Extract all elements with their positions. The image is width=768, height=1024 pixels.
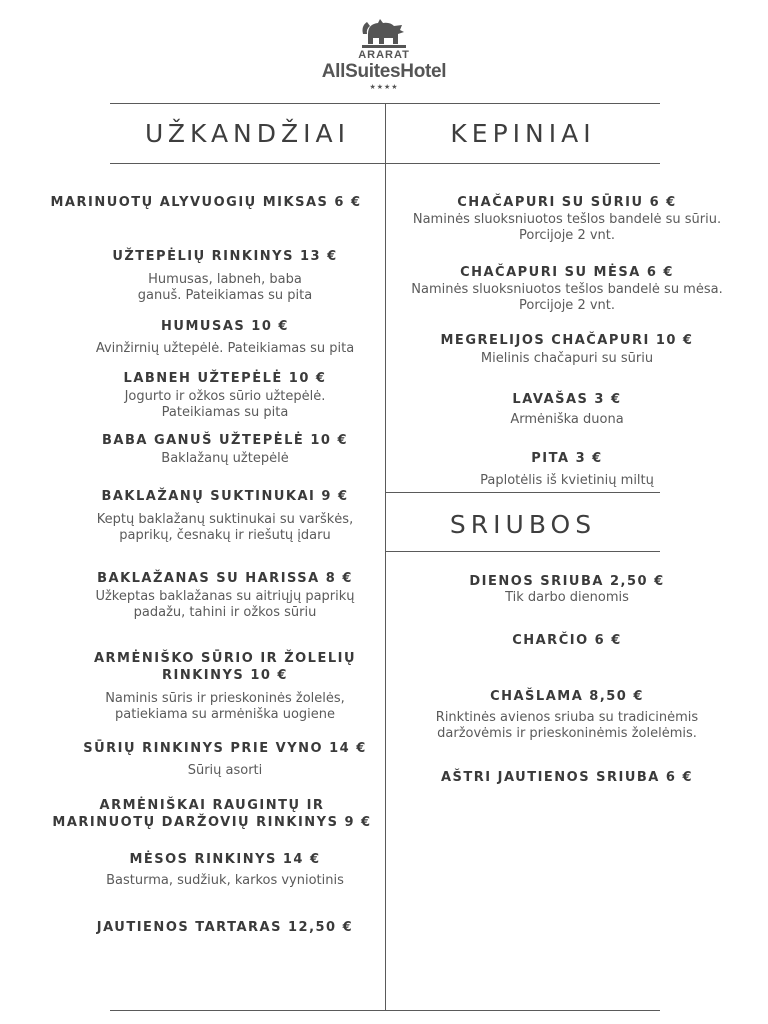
menu-item: [40, 740, 410, 779]
item-name: BABA GANUŠ UŽTEPĖLĖ 10 €: [101, 433, 348, 448]
menu-item: [40, 650, 410, 723]
item-description: Rinktinės avienos sriuba su tradicinėmis daržovėmis ir prieskoninėmis žolelėmis.: [435, 710, 699, 741]
item-description: Jogurto ir ožkos sūrio užtepėlė. Pateikiamas su pita: [124, 389, 326, 420]
menu-item: [392, 769, 742, 786]
item-description: Baklažanų užtepėlė: [161, 451, 289, 466]
item-name: LABNEH UŽTEPĖLĖ 10 €: [123, 371, 327, 386]
menu-item: [392, 573, 742, 606]
section-title-soups: SRIUBOS: [449, 510, 597, 539]
item-description: Mielinis chačapuri su sūriu: [480, 351, 654, 366]
menu-item: [40, 851, 410, 889]
item-name: AŠTRI JAUTIENOS SRIUBA 6 €: [440, 770, 693, 785]
item-name: CHAŠLAMA 8,50 €: [490, 689, 644, 704]
hotel-logo: [0, 16, 768, 92]
brand-stars: ★★★★: [369, 83, 399, 91]
item-name: BAKLAŽANŲ SUKTINUKAI 9 €: [101, 489, 349, 504]
menu-item: [392, 688, 742, 742]
item-name: PITA 3 €: [531, 451, 603, 466]
item-name: SŪRIŲ RINKINYS PRIE VYNO 14 €: [83, 741, 367, 756]
menu-item: [40, 488, 410, 544]
item-name: MEGRELIJOS CHAČAPURI 10 €: [440, 333, 694, 348]
brand-top-text: ARARAT: [358, 49, 410, 61]
brand-name: AllSuitesHotel: [321, 61, 447, 82]
menu-item: [392, 194, 742, 244]
item-description: Naminis sūris ir prieskoninės žolelės, patiekiama su armėniška uogiene: [105, 691, 345, 722]
item-name: ARMĖNIŠKO SŪRIO IR ŽOLELIŲ: [93, 651, 357, 666]
item-name: MĖSOS RINKINYS 14 €: [129, 852, 321, 867]
item-name: CHAČAPURI SU MĖSA 6 €: [460, 265, 674, 280]
item-description: Humusas, labneh, baba ganuš. Pateikiamas su pita: [137, 272, 313, 303]
menu-item: [40, 248, 410, 304]
menu-item: [40, 370, 410, 421]
item-description: Tik darbo dienomis: [505, 590, 629, 605]
item-description: Basturma, sudžiuk, karkos vyniotinis: [106, 873, 344, 888]
item-name: HUMUSAS 10 €: [161, 319, 289, 334]
item-name: CHARČIO 6 €: [512, 633, 622, 648]
soups-bottom-rule: [385, 551, 660, 552]
menu-item: [40, 570, 410, 621]
item-name-line2: RINKINYS 10 €: [162, 668, 288, 683]
item-description: Sūrių asorti: [187, 763, 263, 778]
item-name: MARINUOTŲ ALYVUOGIŲ MIKSAS 6 €: [50, 195, 362, 210]
item-name: ARMĖNIŠKAI RAUGINTŲ IR: [99, 798, 325, 813]
menu-item: [12, 797, 412, 831]
menu-item: [40, 919, 410, 936]
bottom-rule: [110, 1010, 660, 1011]
item-description: Užkeptas baklažanas su aitriųjų paprikų padažu, tahini ir ožkos sūriu: [95, 589, 355, 620]
menu-item: [392, 264, 742, 314]
item-description: Armėniška duona: [510, 412, 624, 427]
item-description: Keptų baklažanų suktinukai su varškės, paprikų, česnakų ir riešutų įdaru: [96, 512, 354, 543]
section-title-appetizers: UŽKANDŽIAI: [145, 119, 350, 148]
lion-emblem-icon: [358, 16, 410, 50]
item-name: BAKLAŽANAS SU HARISSA 8 €: [97, 571, 353, 586]
item-name: DIENOS SRIUBA 2,50 €: [469, 574, 665, 589]
item-description: Avinžirnių užtepėlė. Pateikiamas su pita: [95, 341, 355, 356]
menu-item: [392, 450, 742, 489]
item-name: LAVAŠAS 3 €: [512, 392, 622, 407]
item-name: CHAČAPURI SU SŪRIU 6 €: [457, 195, 677, 210]
menu-item: [392, 391, 742, 428]
menu-item: [392, 632, 742, 649]
menu-item: [16, 194, 396, 211]
item-name: JAUTIENOS TARTARAS 12,50 €: [96, 920, 354, 935]
item-name: UŽTEPĖLIŲ RINKINYS 13 €: [112, 249, 338, 264]
menu-item: [40, 432, 410, 467]
item-name-line2: MARINUOTŲ DARŽOVIŲ RINKINYS 9 €: [52, 815, 372, 830]
soups-top-rule: [385, 492, 660, 493]
item-description: Paplotėlis iš kvietinių miltų: [480, 473, 654, 488]
menu-item: [392, 332, 742, 367]
menu-item: [40, 318, 410, 357]
section-title-pastries: KEPINIAI: [450, 119, 596, 148]
item-description: Naminės sluoksniuotos tešlos bandelė su mėsa. Porcijoje 2 vnt.: [411, 282, 723, 313]
item-description: Naminės sluoksniuotos tešlos bandelė su sūriu. Porcijoje 2 vnt.: [412, 212, 722, 243]
